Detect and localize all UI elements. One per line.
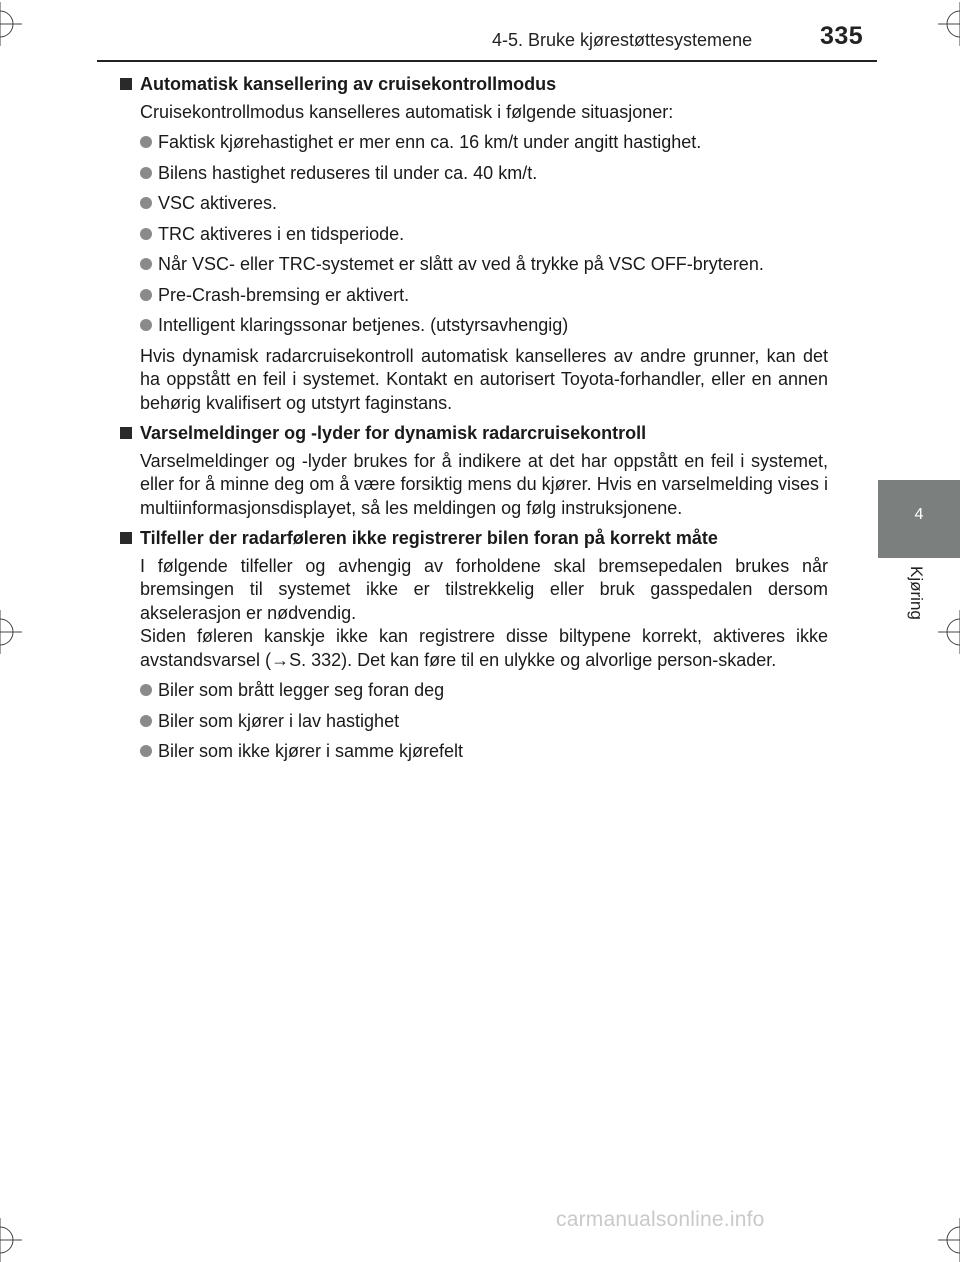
paragraph: I følgende tilfeller og avhengig av forholdene skal bremsepedalen brukes når bremsingen til systemet ikke er tilstrekkelig eller bruk gasspedalen dersom akselerasjon er nødvendig. [140,555,828,623]
bullet-dot-icon [140,745,152,757]
paragraph: Hvis dynamisk radarcruisekontroll automatisk kanselleres av andre grunner, kan det ha oppstått en feil i systemet. Kontakt en autorisert Toyota-forhandler, eller en annen behørig kvalifisert og utstyrt faginstans. [140,345,828,413]
list-item: Pre-Crash-bremsing er aktivert. [140,284,828,308]
page-reference-link[interactable]: S. 332 [289,649,342,670]
list-item: Faktisk kjørehastighet er mer enn ca. 16 km/t under angitt hastighet. [140,131,828,155]
bullet-dot-icon [140,228,152,240]
arrow-right-icon: → [271,649,290,670]
list-item: Biler som ikke kjører i samme kjørefelt [140,740,828,764]
crop-mark-bottom-right [938,1218,960,1262]
square-bullet-icon [120,427,132,439]
page-number: 335 [820,22,864,50]
list-item: VSC aktiveres. [140,192,828,216]
section-heading [120,527,828,551]
chapter-tab [878,480,960,558]
crop-mark-bottom-left [0,1218,22,1262]
crop-mark-middle-right [938,610,960,654]
header-rule [97,60,877,62]
watermark: carmanualsonline.info [556,1208,765,1231]
section-radar-detection [120,527,828,764]
list-item: Intelligent klaringssonar betjenes. (utstyrsavhengig) [140,314,828,338]
section-heading [120,73,828,97]
paragraph: Siden føleren kanskje ikke kan registrere disse biltypene korrekt, aktiveres ikke avstandsvarsel (→S. 332). Det kan føre til en ulykke og alvorlige person-skader. [140,626,828,670]
list-item: Biler som kjører i lav hastighet [140,710,828,734]
bullet-dot-icon [140,289,152,301]
list-item: Bilens hastighet reduseres til under ca. 40 km/t. [140,162,828,186]
section-heading-text: Tilfeller der radarføleren ikke registrerer bilen foran på korrekt måte [140,528,718,548]
paragraph: Varselmeldinger og -lyder brukes for å indikere at det har oppstått en feil i systemet, eller for å minne deg om å være forsiktig mens du kjører. Hvis en varselmelding vises i multiinformasjonsdisplayet, så les meldingen og følg instruksjonene. [140,450,828,518]
crop-mark-top-right [938,2,960,46]
crop-mark-middle-left [0,610,22,654]
bullet-dot-icon [140,136,152,148]
section-auto-cancel [120,73,828,415]
bullet-dot-icon [140,167,152,179]
chapter-label: Kjøring [907,566,926,620]
bullet-dot-icon [140,197,152,209]
bullet-dot-icon [140,715,152,727]
bullet-dot-icon [140,258,152,270]
section-title: 4-5. Bruke kjørestøttesystemene [492,30,753,50]
list-item: Biler som brått legger seg foran deg [140,679,828,703]
section-heading-text: Automatisk kansellering av cruisekontrollmodus [140,74,557,94]
list-item: Når VSC- eller TRC-systemet er slått av ved å trykke på VSC OFF-bryteren. [140,253,828,277]
crop-mark-top-left [0,2,22,46]
section-heading-text: Varselmeldinger og -lyder for dynamisk radarcruisekontroll [140,423,647,443]
section-warning-messages [120,422,828,520]
square-bullet-icon [120,532,132,544]
list-item: TRC aktiveres i en tidsperiode. [140,223,828,247]
section-heading [120,422,828,446]
bullet-dot-icon [140,319,152,331]
paragraph: Cruisekontrollmodus kanselleres automatisk i følgende situasjoner: [140,101,674,122]
chapter-number: 4 [914,506,924,523]
square-bullet-icon [120,78,132,90]
bullet-dot-icon [140,684,152,696]
page-content [120,73,828,771]
